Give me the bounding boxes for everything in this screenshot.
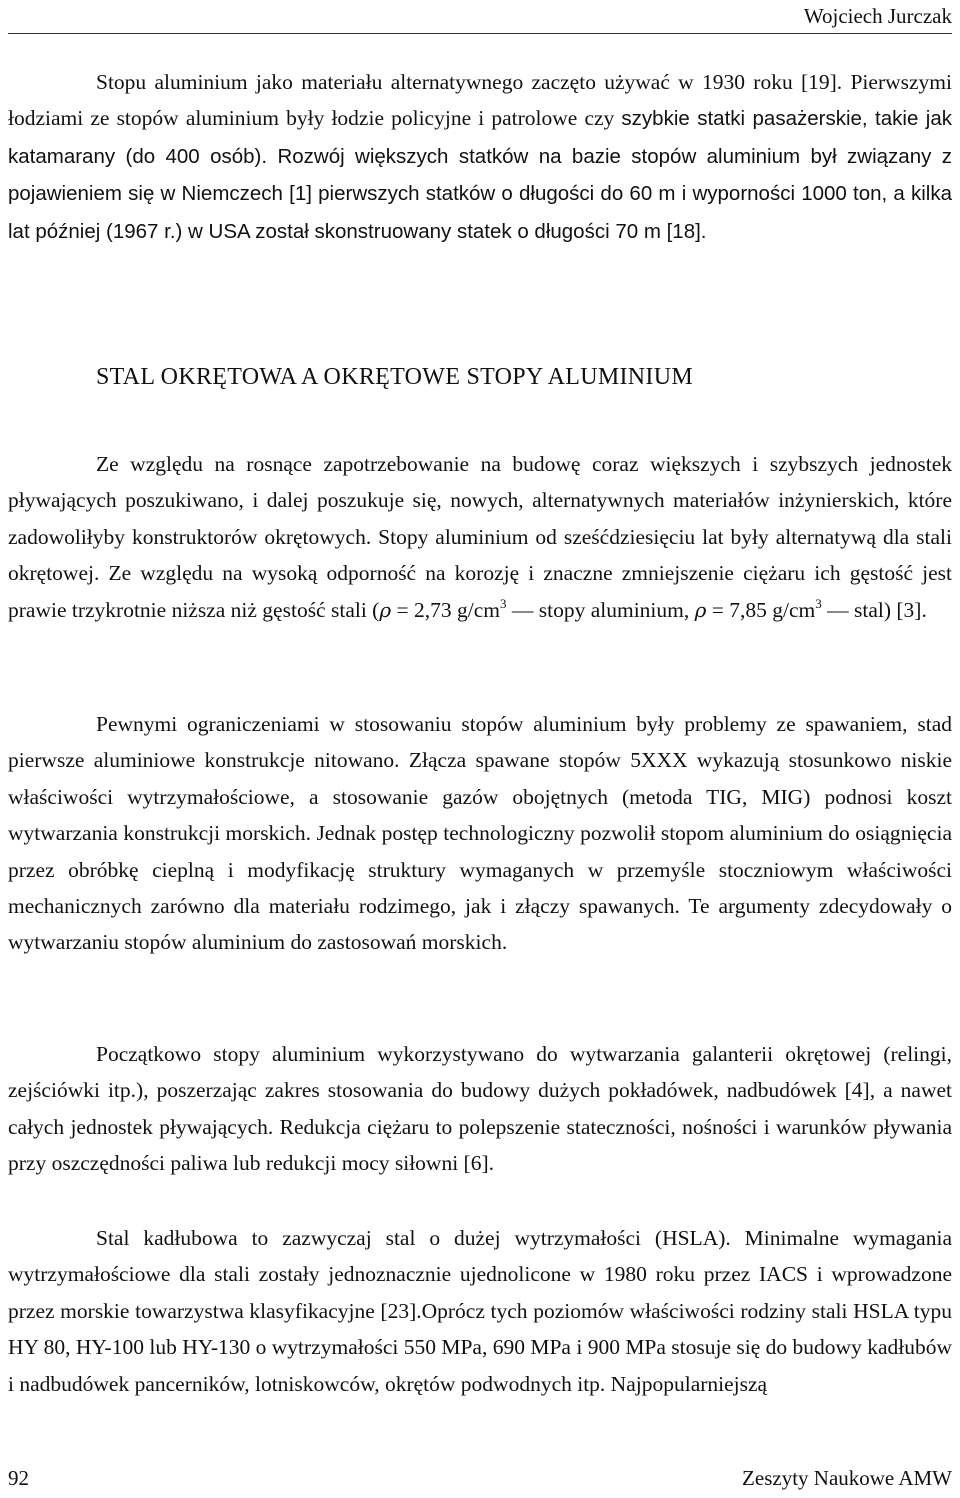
running-header-author: Wojciech Jurczak [803, 4, 952, 28]
intro-paragraph [8, 64, 952, 250]
paragraph-1-text-a: Ze względu na rosnące zapotrzebowanie na budowę coraz większych i szybszych jednostek pływających poszukiwano, i dalej poszukuje się, nowych, alternatywnych materiałów inżynierskich, które zadowoliłyby konstruktorów okrętowych. Stopy aluminium od sześćdziesięciu lat były alternatywą dla stali okrętowej. Ze względu na wysoką odporność na korozję i znaczne zmniejszenie ciężaru ich gęstość jest prawie trzykrotnie niższa niż gęstość stali ( [8, 452, 952, 622]
rho-symbol: ρ [379, 597, 392, 622]
paragraph-1-text-e: — stal) [3]. [821, 597, 927, 622]
paragraph-1 [8, 446, 952, 628]
intro-serif-text: Stopu aluminium jako materiału alternatywnego zaczęto używać w 1930 roku [19]. Pierwszymi łodziami ze stopów aluminium były łodzie policyjne i patrolowe czy [8, 70, 952, 131]
page-number: 92 [8, 1466, 29, 1490]
paragraph-3: Początkowo stopy aluminium wykorzystywano do wytwarzania galanterii okrętowej (relingi, zejściówki itp.), poszerzając zakres stosowania do budowy dużych pokładówek, nadbudówek [4], a nawet całych jednostek pływających. Redukcja ciężaru to polepszenie stateczności, nośności i warunków pływania przy oszczędności paliwa lub redukcji mocy siłowni [6]. [8, 1042, 952, 1176]
intro-sans-text: szybkie statki pasażerskie, takie jak katamarany (do 400 osób). Rozwój większych statków na bazie stopów aluminium był związany z pojawieniem się w Niemczech [1] pierwszych statków o długości do 60 m i wyporności 1000 ton, a kilka lat później (1967 r.) w USA został skonstruowany statek o długości 70 m [18]. [8, 107, 953, 243]
paragraph-1-text-d: = 7,85 g/cm [706, 597, 816, 622]
paragraph-1-text-c: — stopy aluminium, [506, 597, 695, 622]
paragraph-2: Pewnymi ograniczeniami w stosowaniu stopów aluminium były problemy ze spawaniem, stad pierwsze aluminiowe konstrukcje nitowano. Złącza spawane stopów 5XXX wykazują stosunkowo niskie właściwości wytrzymałościowe, a stosowanie gazów obojętnych (metoda TIG, MIG) podnosi koszt wytwarzania konstrukcji morskich. Jednak postęp technologiczny pozwolił stopom aluminium do osiągnięcia przez obróbkę cieplną i modyfikację struktury wymaganych w przemyśle stoczniowym właściwości mechanicznych zarówno dla materiału rodzimego, jak i złączy spawanych. Te argumenty zdecydowały o wytwarzaniu stopów aluminium do zastosowań morskich. [8, 712, 952, 955]
superscript: 3 [815, 595, 822, 611]
journal-name: Zeszyty Naukowe AMW [742, 1466, 952, 1490]
superscript: 3 [499, 595, 507, 611]
paragraph-1-text-b: = 2,73 g/cm [391, 597, 500, 622]
rho-symbol: ρ [694, 597, 707, 622]
section-title: STAL OKRĘTOWA A OKRĘTOWE STOPY ALUMINIUM [96, 364, 693, 390]
header-divider [8, 33, 952, 34]
paragraph-4: Stal kadłubowa to zazwyczaj stal o dużej wytrzymałości (HSLA). Minimalne wymagania wytrzymałościowe dla stali zostały jednoznacznie ujednolicone w 1980 roku przez IACS i wprowadzone przez morskie towarzystwa klasyfikacyjne [23].Oprócz tych poziomów właściwości rodziny stali HSLA typu HY 80, HY-100 lub HY-130 o wytrzymałości 550 MPa, 690 MPa i 900 MPa stosuje się do budowy kadłubów i nadbudówek pancerników, lotniskowców, okrętów podwodnych itp. Najpopularniejszą [8, 1226, 952, 1396]
